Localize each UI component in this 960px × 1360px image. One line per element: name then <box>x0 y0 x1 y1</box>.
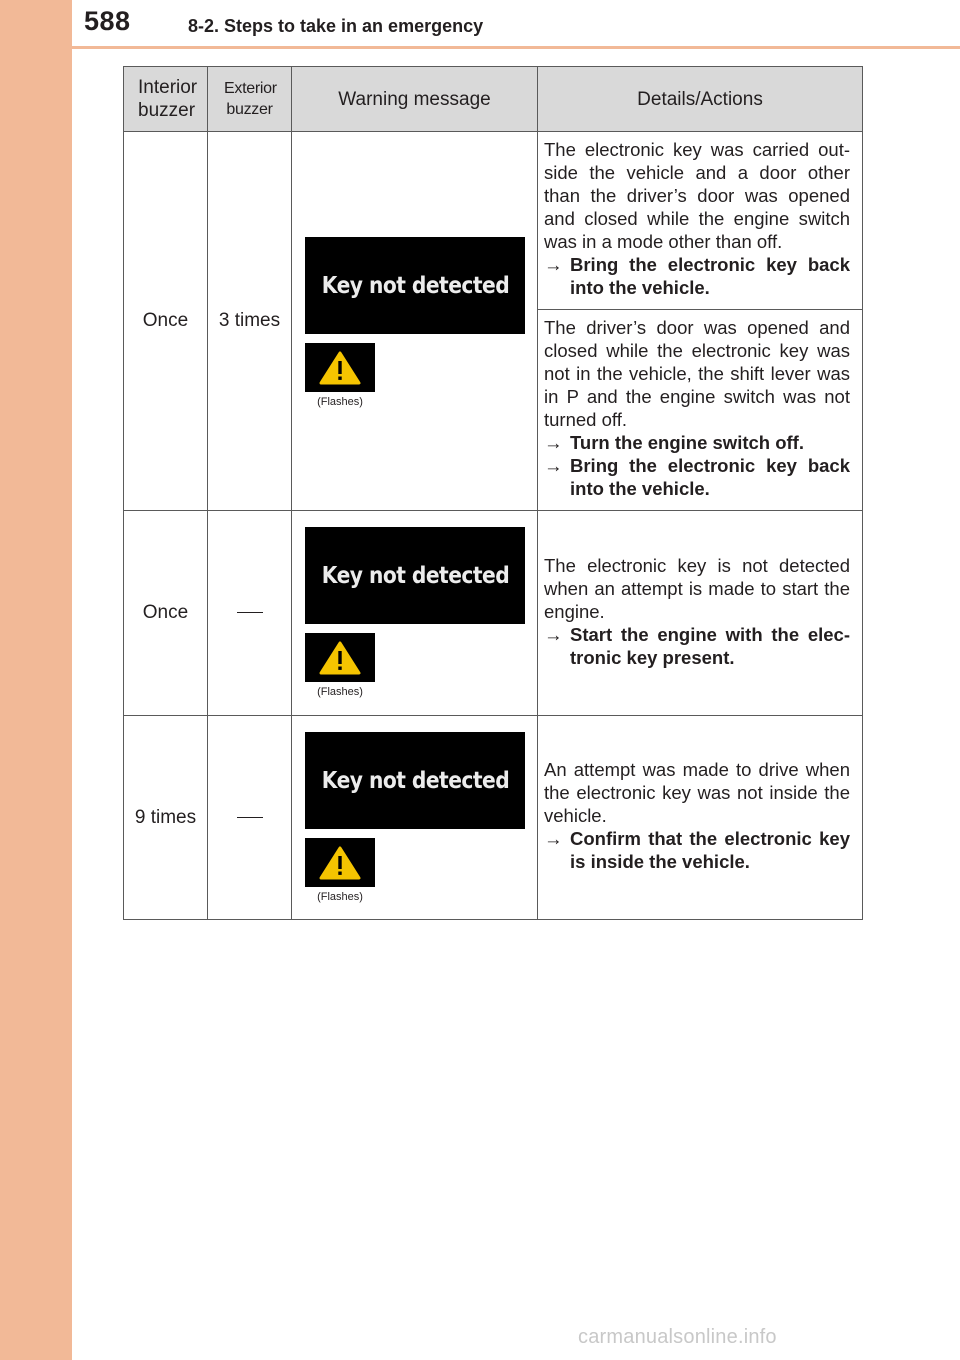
details-text: The electronic key is not detected when an attempt is made to start the engine. <box>544 554 850 622</box>
action-item <box>544 454 850 500</box>
action-text: Bring the electronic key back into the vehicle. <box>570 254 850 298</box>
flashes-note: (Flashes) <box>317 686 363 698</box>
side-accent-bar <box>0 0 72 1360</box>
action-text: Confirm that the electronic key is inside the vehicle. <box>570 828 850 872</box>
table-row <box>124 132 863 310</box>
warning-triangle-icon <box>305 343 375 392</box>
warning-display <box>305 237 525 408</box>
right-arrow-icon: → <box>544 455 563 476</box>
action-item <box>544 827 850 873</box>
table-row <box>124 716 863 920</box>
action-text: Turn the engine switch off. <box>570 432 804 453</box>
right-arrow-icon: → <box>544 254 563 275</box>
column-header-warning: Warning message <box>292 67 538 132</box>
flashes-note: (Flashes) <box>317 396 363 408</box>
interior-buzzer-cell: Once <box>124 511 208 716</box>
details-text: An attempt was made to drive when the electronic key was not inside the vehicle. <box>544 759 850 826</box>
table-row <box>124 511 863 716</box>
warning-screen <box>305 732 525 829</box>
right-arrow-icon: → <box>544 623 563 645</box>
warning-display <box>305 732 525 903</box>
warning-message-cell <box>292 511 538 716</box>
details-cell <box>538 716 863 920</box>
action-item <box>544 253 850 299</box>
right-arrow-icon: → <box>544 828 563 849</box>
section-title: 8-2. Steps to take in an emergency <box>188 16 484 36</box>
warning-table <box>123 66 863 920</box>
warning-display <box>305 527 525 698</box>
right-arrow-icon: → <box>544 432 563 453</box>
exterior-buzzer-cell <box>208 716 292 920</box>
details-cell <box>538 310 863 511</box>
page-number: 588 <box>84 6 131 36</box>
warning-message-cell <box>292 716 538 920</box>
header-rule <box>0 46 960 49</box>
action-item <box>544 431 850 454</box>
table-header-row <box>124 67 863 132</box>
dash-mark <box>237 817 263 818</box>
details-cell <box>538 511 863 716</box>
warning-triangle-icon <box>305 838 375 887</box>
action-item <box>544 623 850 669</box>
warning-screen-text: Key not detected <box>321 767 509 794</box>
exterior-buzzer-cell <box>208 511 292 716</box>
exterior-buzzer-cell: 3 times <box>208 132 292 511</box>
column-header-interior: Interior buzzer <box>124 67 208 132</box>
watermark-text: carmanualsonline.info <box>578 1326 777 1348</box>
interior-buzzer-cell: 9 times <box>124 716 208 920</box>
interior-buzzer-cell: Once <box>124 132 208 511</box>
action-text: Start the engine with the elec-tronic key present. <box>570 623 850 668</box>
column-header-details: Details/Actions <box>538 67 863 132</box>
warning-screen <box>305 527 525 624</box>
warning-screen-text: Key not detected <box>321 272 509 299</box>
action-text: Bring the electronic key back into the vehicle. <box>570 455 850 499</box>
details-text: The electronic key was carried out-side the vehicle and a door other than the driver’s door was opened and closed while the engine switch was in a mode other than off. <box>544 139 850 252</box>
details-cell <box>538 132 863 310</box>
details-text: The driver’s door was opened and closed while the electronic key was not in the vehicle, the shift lever was in P and the engine switch was not turned off. <box>544 317 850 430</box>
warning-screen-text: Key not detected <box>321 562 509 589</box>
flashes-note: (Flashes) <box>317 891 363 903</box>
warning-message-cell <box>292 132 538 511</box>
warning-triangle-icon <box>305 633 375 682</box>
warning-screen <box>305 237 525 334</box>
dash-mark <box>237 612 263 613</box>
column-header-exterior: Exterior buzzer <box>208 67 292 132</box>
